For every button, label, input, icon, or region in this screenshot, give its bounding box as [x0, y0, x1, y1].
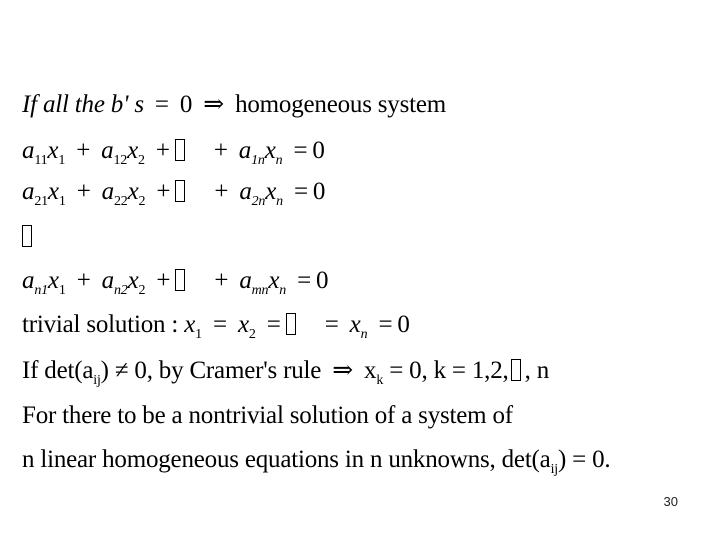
subscript-n: n — [279, 283, 287, 298]
coef-a: a — [238, 137, 252, 164]
if-det-text: If det(a — [22, 357, 94, 384]
nontrivial-text-2a: n linear homogeneous equations in n unknowns, det(a — [22, 446, 551, 473]
subscript-12: 12 — [113, 153, 128, 168]
cramer-end-text: , n — [524, 357, 549, 384]
coef-a: a — [22, 137, 35, 164]
plus-sign: + — [214, 267, 229, 294]
subscript-1n: 1n — [251, 153, 265, 168]
coef-a: a — [239, 178, 252, 205]
plus-sign: + — [156, 178, 171, 205]
equals-sign: = — [324, 311, 339, 338]
nontrivial-text-2b: ) = 0. — [557, 446, 611, 473]
subscript-2n: 2n — [251, 194, 266, 209]
homogeneous-system-text: homogeneous system — [235, 91, 447, 118]
subscript-1: 1 — [195, 327, 202, 342]
equals-sign: = — [266, 311, 281, 338]
var-x: x — [364, 357, 377, 384]
missing-glyph-box — [175, 269, 185, 291]
var-x: x — [127, 137, 138, 164]
word-if: If — [22, 91, 37, 118]
trivial-solution-label: trivial solution : — [22, 311, 179, 338]
subscript-21: 21 — [34, 194, 48, 209]
missing-glyph-box — [175, 139, 185, 161]
subscript-ij: ij — [550, 462, 558, 477]
subscript-2: 2 — [138, 283, 146, 298]
missing-glyph-box — [286, 313, 296, 335]
equation-row-1 — [22, 136, 325, 176]
zero: 0 — [312, 137, 325, 164]
var-x: x — [237, 311, 249, 338]
subscript-n1: n1 — [34, 283, 48, 298]
nontrivial-text-1: For there to be a nontrivial solution of a system of — [22, 402, 513, 429]
equals-sign: = — [212, 311, 227, 338]
cramer-rule-text: ) ≠ 0, by Cramer's rule — [100, 357, 322, 384]
zero: 0 — [179, 91, 193, 118]
equals-sign: = — [154, 91, 169, 118]
zero: 0 — [312, 178, 326, 205]
subscript-n: n — [275, 153, 283, 168]
equals-sign: = — [297, 267, 312, 294]
cramer-result-text: = 0, k = 1,2, — [389, 357, 509, 384]
subscript-n: n — [276, 194, 283, 209]
equation-row-n — [22, 266, 328, 306]
var-x: x — [349, 311, 361, 338]
var-x: x — [127, 178, 139, 205]
subscript-1: 1 — [58, 153, 66, 168]
missing-glyph-box — [22, 225, 32, 247]
subscript-n: n — [360, 327, 368, 342]
trivial-solution-line — [22, 310, 410, 350]
coef-a: a — [22, 178, 35, 205]
var-x: x — [184, 311, 196, 338]
plus-sign: + — [156, 267, 171, 294]
nontrivial-line-2 — [22, 445, 610, 485]
var-x: x — [264, 137, 276, 164]
plus-sign: + — [76, 137, 91, 164]
subscript-n2: n2 — [113, 283, 128, 298]
subscript-1: 1 — [58, 283, 66, 298]
equals-sign: = — [294, 178, 308, 205]
subscript-k: k — [376, 373, 384, 388]
subscript-1: 1 — [58, 194, 66, 209]
equals-sign: = — [378, 311, 393, 338]
coef-a: a — [101, 267, 114, 294]
cramer-rule-line — [22, 356, 549, 396]
plus-sign: + — [213, 137, 228, 164]
implies-arrow-icon: ⇒ — [332, 357, 353, 384]
coef-a: a — [239, 267, 252, 294]
plus-sign: + — [76, 178, 91, 205]
plus-sign: + — [214, 178, 229, 205]
vertical-ellipsis-row — [22, 222, 32, 252]
implies-arrow-icon: ⇒ — [203, 91, 224, 118]
var-x: x — [47, 178, 59, 205]
var-b: b' — [110, 91, 129, 118]
subscript-11: 11 — [34, 153, 48, 168]
homogeneous-condition-line — [22, 90, 446, 120]
subscript-2: 2 — [138, 194, 146, 209]
zero: 0 — [316, 267, 329, 294]
page-number: 30 — [663, 494, 678, 509]
coef-a: a — [22, 267, 35, 294]
missing-glyph-box — [511, 359, 521, 381]
subscript-ij: ij — [93, 373, 101, 388]
plus-sign: + — [155, 137, 170, 164]
var-x: x — [47, 137, 59, 164]
var-x: x — [127, 267, 139, 294]
subscript-2: 2 — [137, 153, 145, 168]
var-s: s — [134, 91, 144, 118]
missing-glyph-box — [175, 180, 185, 202]
subscript-2: 2 — [248, 327, 256, 342]
var-x: x — [47, 267, 59, 294]
zero: 0 — [397, 311, 410, 338]
word-all-the: all the — [42, 91, 105, 118]
plus-sign: + — [76, 267, 91, 294]
coef-a: a — [101, 178, 114, 205]
subscript-22: 22 — [113, 194, 128, 209]
equals-sign: = — [293, 137, 308, 164]
nontrivial-line-1 — [22, 401, 513, 431]
var-x: x — [268, 267, 280, 294]
coef-a: a — [101, 137, 114, 164]
subscript-mn: mn — [251, 283, 269, 298]
equation-row-2 — [22, 177, 325, 217]
var-x: x — [265, 178, 277, 205]
